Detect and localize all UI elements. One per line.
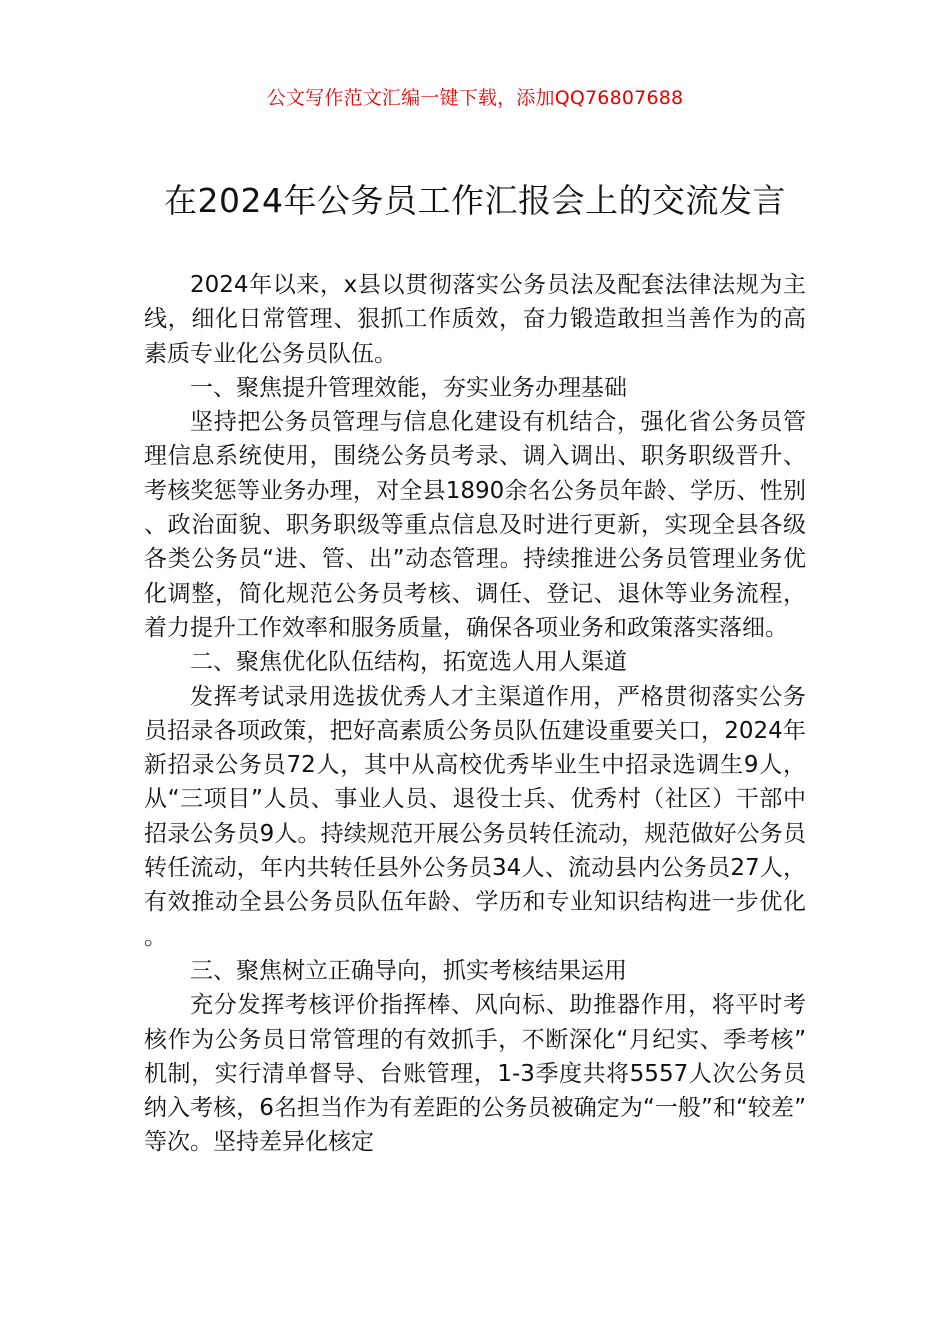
document-body [144, 268, 806, 1160]
section-heading-2: 二、聚焦优化队伍结构，拓宽选人用人渠道 [190, 649, 627, 676]
section-paragraph-1: 坚持把公务员管理与信息化建设有机结合，强化省公务员管理信息系统使用，围绕公务员考录、调入调出、职务职级晋升、考核奖惩等业务办理，对全县1890余名公务员年龄、学历、性别、政治面貌、职务职级等重点信息及时进行更新，实现全县各级各类公务员“进、管、出”动态管理。持续推进公务员管理业务优化调整，简化规范公务员考核、调任、登记、退休等业务流程，着力提升工作效率和服务质量，确保各项业务和政策落实落细。 [144, 409, 806, 641]
section-paragraph-2: 发挥考试录用选拔优秀人才主渠道作用，严格贯彻落实公务员招录各项政策，把好高素质公务员队伍建设重要关口，2024年新招录公务员72人，其中从高校优秀毕业生中招录选调生9人，从“三项目”人员、事业人员、退役士兵、优秀村（社区）干部中招录公务员9人。持续规范开展公务员转任流动，规范做好公务员转任流动，年内共转任县外公务员34人、流动县内公务员27人，有效推动全县公务员队伍年龄、学历和专业知识结构进一步优化。 [144, 683, 806, 950]
document-title: 在2024年公务员工作汇报会上的交流发言 [164, 181, 786, 220]
download-banner: 公文写作范文汇编一键下载，添加QQ76807688 [266, 87, 684, 109]
section-heading-3: 三、聚焦树立正确导向，抓实考核结果运用 [190, 957, 627, 984]
section-paragraph-3: 充分发挥考核评价指挥棒、风向标、助推器作用，将平时考核作为公务员日常管理的有效抓手，不断深化“月纪实、季考核”机制，实行清单督导、台账管理，1-3季度共将5557人次公务员纳入考核，6名担当作为有差距的公务员被确定为“一般”和“较差”等次。坚持差异化核定 [144, 992, 806, 1156]
intro-paragraph: 2024年以来，x县以贯彻落实公务员法及配套法律法规为主线，细化日常管理、狠抓工作质效，奋力锻造敢担当善作为的高素质专业化公务员队伍。 [144, 272, 806, 367]
section-heading-1: 一、聚焦提升管理效能，夯实业务办理基础 [190, 374, 627, 401]
